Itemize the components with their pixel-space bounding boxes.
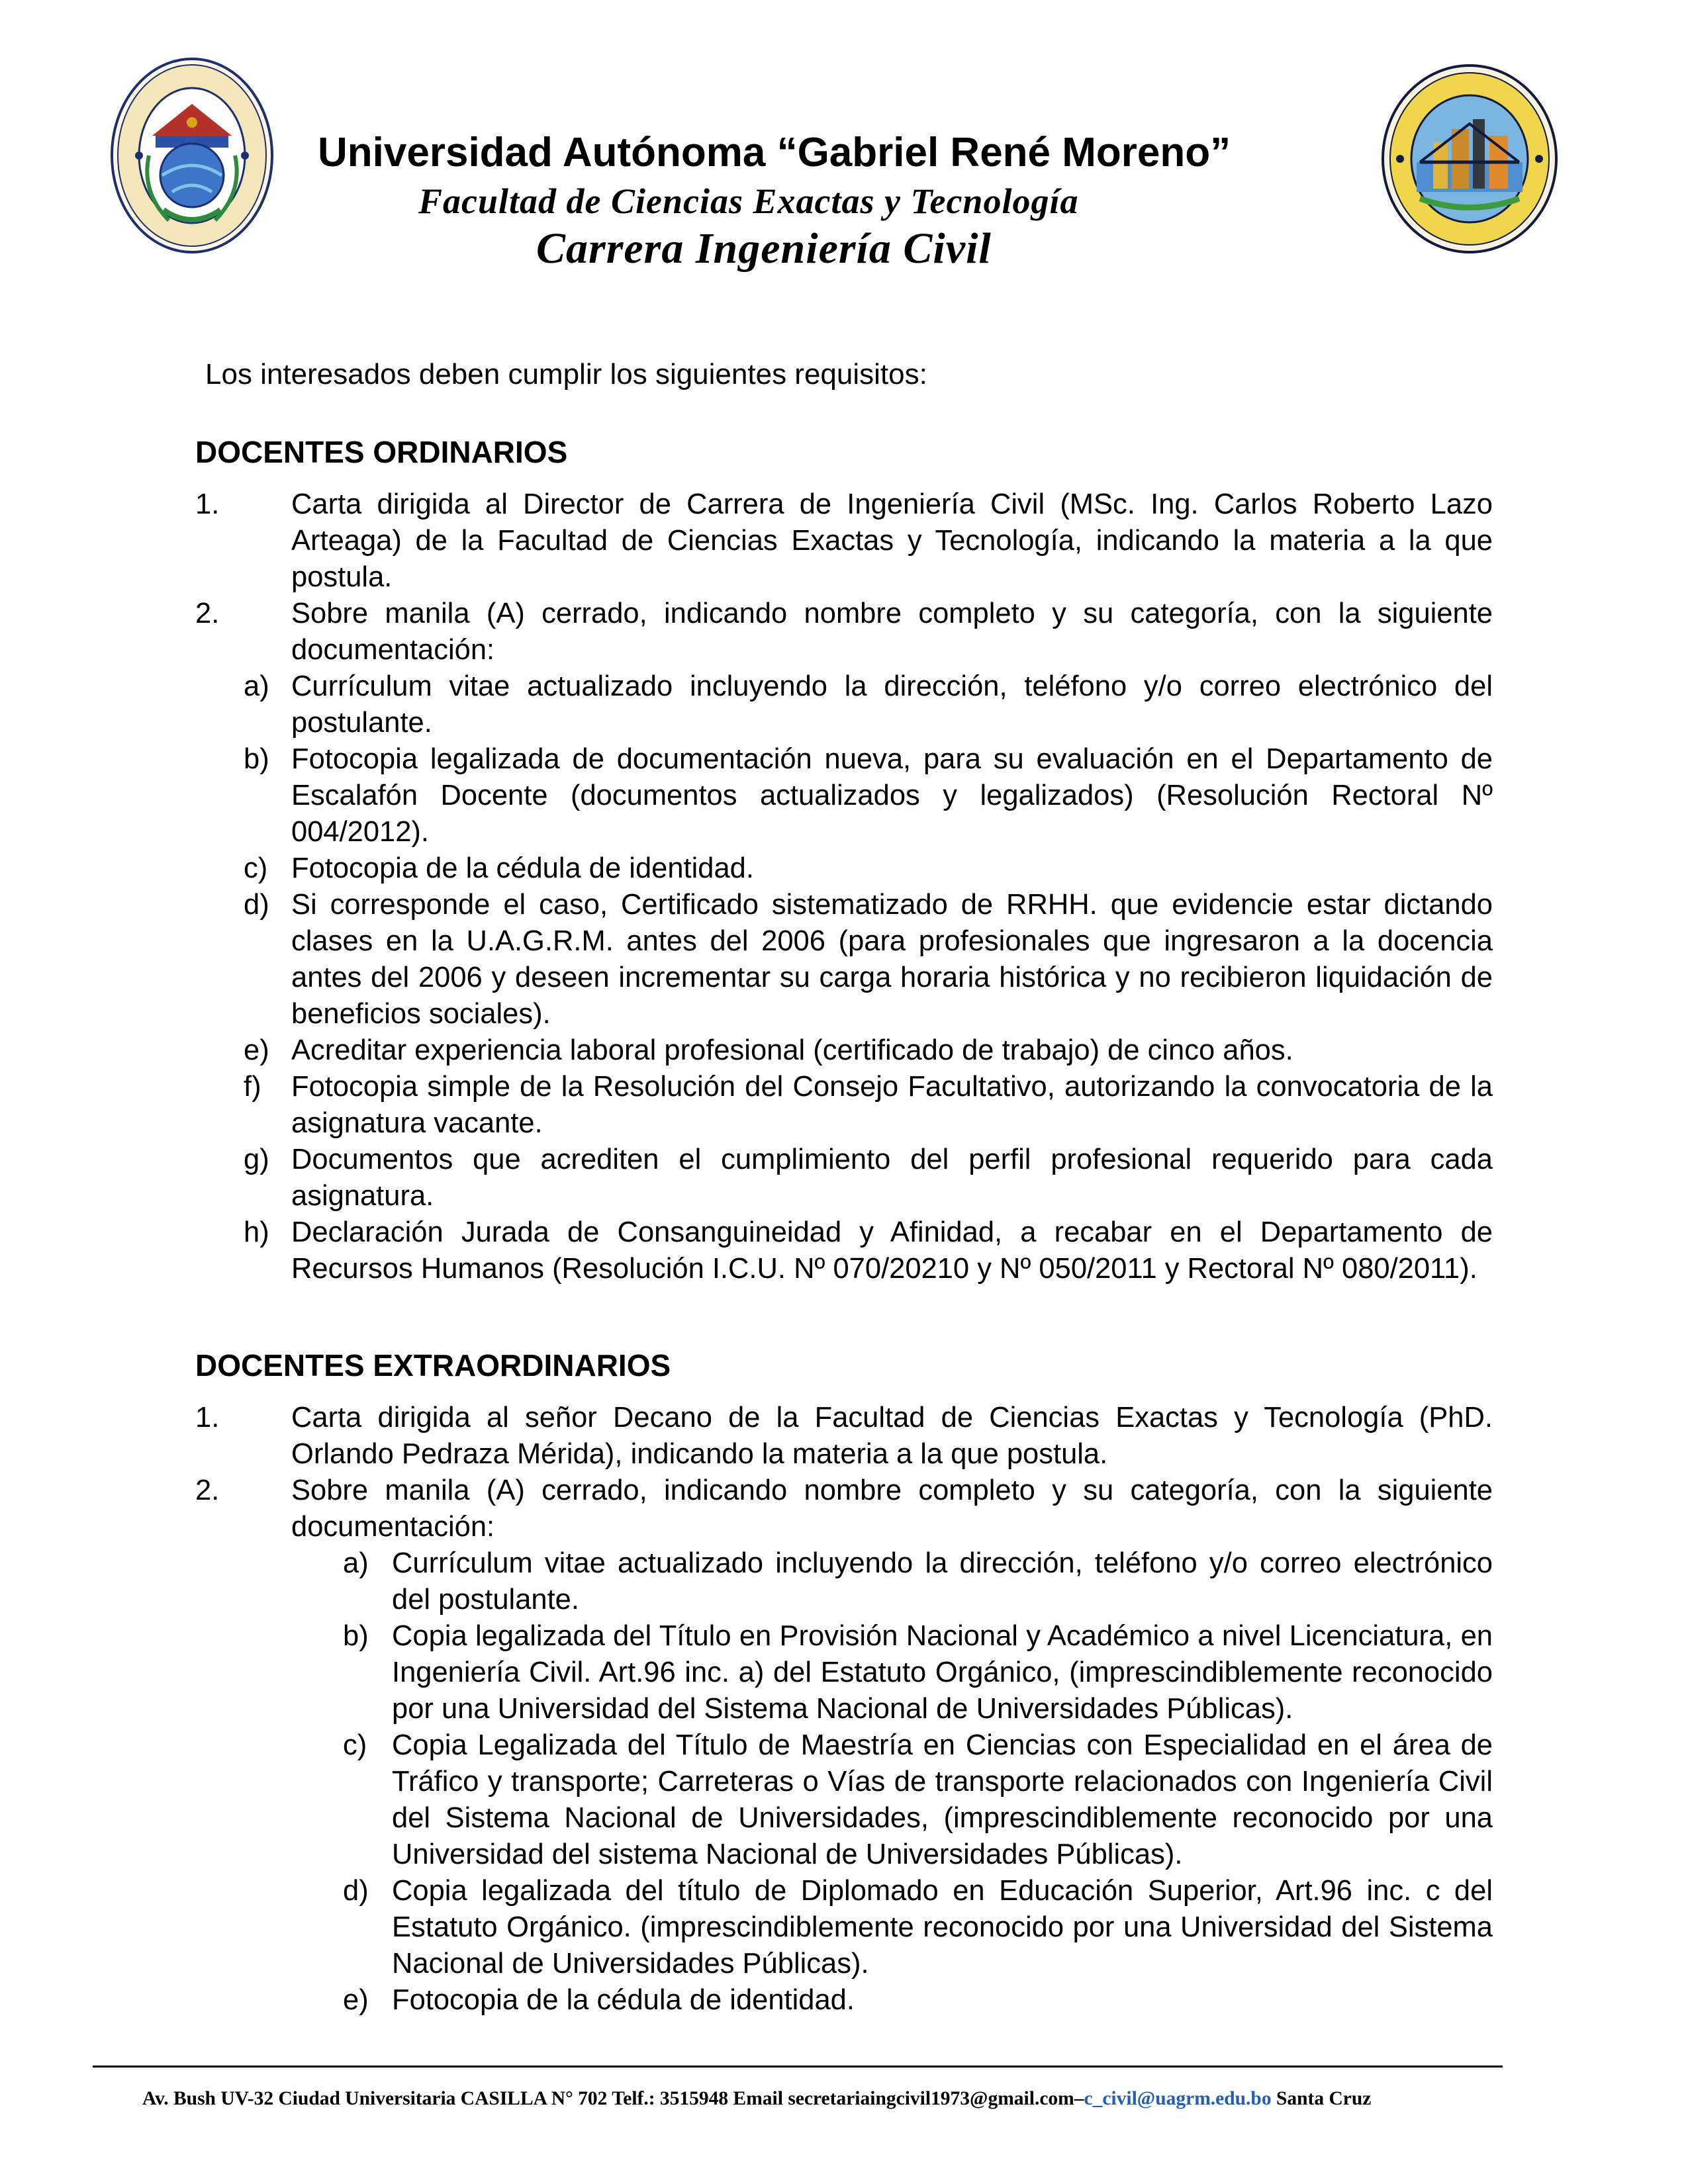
sub-item-letter: e): [244, 1034, 269, 1066]
list-item-number: 2.: [195, 598, 220, 629]
footer-email-link[interactable]: c_civil@uagrm.edu.bo: [1084, 2088, 1272, 2109]
sub-item-letter: c): [244, 852, 268, 884]
intro-text: Los interesados deben cumplir los siguientes requisitos:: [205, 358, 927, 390]
sub-item-letter: c): [343, 1729, 367, 1761]
sub-item-letter: a): [343, 1547, 369, 1579]
sub-item: Fotocopia legalizada de documentación nueva, para su evaluación en el Departamento de Escalafón Docente (documentos actualizados y legalizados) (Resolución Rectoral Nº 004/2012).: [291, 743, 1493, 848]
footer: [142, 2085, 1371, 2112]
sub-item: Fotocopia de la cédula de identidad.: [392, 1984, 855, 2016]
list-item: Carta dirigida al señor Decano de la Facultad de Ciencias Exactas y Tecnología (PhD. Orlando Pedraza Mérida), indicando la materia a la que postula.: [291, 1402, 1493, 1470]
sub-item-letter: h): [244, 1216, 269, 1248]
sub-item-letter: g): [244, 1144, 269, 1175]
sub-item-letter: e): [343, 1984, 369, 2016]
civil-engineering-seal-icon: [1380, 63, 1559, 255]
list-item-number: 2.: [195, 1475, 220, 1506]
sub-item: Documentos que acrediten el cumplimiento del perfil profesional requerido para cada asignatura.: [291, 1144, 1493, 1212]
section-title-ordinarios: DOCENTES ORDINARIOS: [195, 435, 568, 469]
sub-item-letter: b): [343, 1620, 369, 1652]
sub-item: Fotocopia simple de la Resolución del Consejo Facultativo, autorizando la convocatoria de la asignatura vacante.: [291, 1071, 1493, 1139]
sub-item: Currículum vitae actualizado incluyendo la dirección, teléfono y/o correo electrónico del postulante.: [392, 1547, 1493, 1615]
sub-item: Copia legalizada del Título en Provisión Nacional y Académico a nivel Licenciatura, en Ingeniería Civil. Art.96 inc. a) del Estatuto Orgánico, (imprescindiblemente reconocido por una Universidad del Sistema Nacional de Universidades Públicas).: [392, 1620, 1493, 1725]
sub-item: Fotocopia de la cédula de identidad.: [291, 852, 754, 884]
sub-item: Acreditar experiencia laboral profesional (certificado de trabajo) de cinco años.: [291, 1034, 1293, 1066]
list-item: Carta dirigida al Director de Carrera de Ingeniería Civil (MSc. Ing. Carlos Roberto Lazo Arteaga) de la Facultad de Ciencias Exactas y Tecnología, indicando la materia a la que postula.: [291, 488, 1493, 593]
sub-item: Currículum vitae actualizado incluyendo la dirección, teléfono y/o correo electrónico del postulante.: [291, 670, 1493, 739]
faculty-name: Facultad de Ciencias Exactas y Tecnología: [418, 181, 1079, 221]
sub-item-letter: a): [244, 670, 269, 702]
footer-divider: [93, 2066, 1503, 2068]
list-item-number: 1.: [195, 1402, 220, 1433]
sub-item-letter: d): [244, 889, 269, 921]
list-item: Sobre manila (A) cerrado, indicando nombre completo y su categoría, con la siguiente documentación:: [291, 1475, 1493, 1543]
university-name: Universidad Autónoma “Gabriel René Moreno”: [318, 130, 1231, 175]
sub-item: Copia legalizada del título de Diplomado en Educación Superior, Art.96 inc. c del Estatuto Orgánico. (imprescindiblemente reconocido por una Universidad del Sistema Nacional de Universidades Públicas).: [392, 1875, 1493, 1979]
university-seal-icon: [109, 56, 275, 255]
sub-item: Declaración Jurada de Consanguineidad y Afinidad, a recabar en el Departamento de Recursos Humanos (Resolución I.C.U. Nº 070/20210 y Nº 050/2011 y Rectoral Nº 080/2011).: [291, 1216, 1493, 1285]
sub-item: Si corresponde el caso, Certificado sistematizado de RRHH. que evidencie estar dictando clases en la U.A.G.R.M. antes del 2006 (para profesionales que ingresaron a la docencia antes del 2006 y deseen incrementar su carga horaria histórica y no recibieron liquidación de beneficios sociales).: [291, 889, 1493, 1030]
sub-item-letter: b): [244, 743, 269, 775]
list-item: Sobre manila (A) cerrado, indicando nombre completo y su categoría, con la siguiente documentación:: [291, 598, 1493, 666]
sub-item-letter: d): [343, 1875, 369, 1907]
footer-city: Santa Cruz: [1271, 2088, 1372, 2109]
list-item-number: 1.: [195, 488, 220, 520]
sub-item-letter: f): [244, 1071, 261, 1103]
footer-address: Av. Bush UV-32 Ciudad Universitaria CASILLA N° 702 Telf.: 3515948 Email secretariaingcivil1973@gmail.com–: [142, 2088, 1084, 2109]
career-name: Carrera Ingeniería Civil: [536, 224, 992, 273]
section-title-extraordinarios: DOCENTES EXTRAORDINARIOS: [195, 1348, 671, 1383]
sub-item: Copia Legalizada del Título de Maestría en Ciencias con Especialidad en el área de Tráfico y transporte; Carreteras o Vías de transporte relacionados con Ingeniería Civil del Sistema Nacional de Universidades, (imprescindiblemente reconocido por una Universidad del sistema Nacional de Universidades Públicas).: [392, 1729, 1493, 1870]
